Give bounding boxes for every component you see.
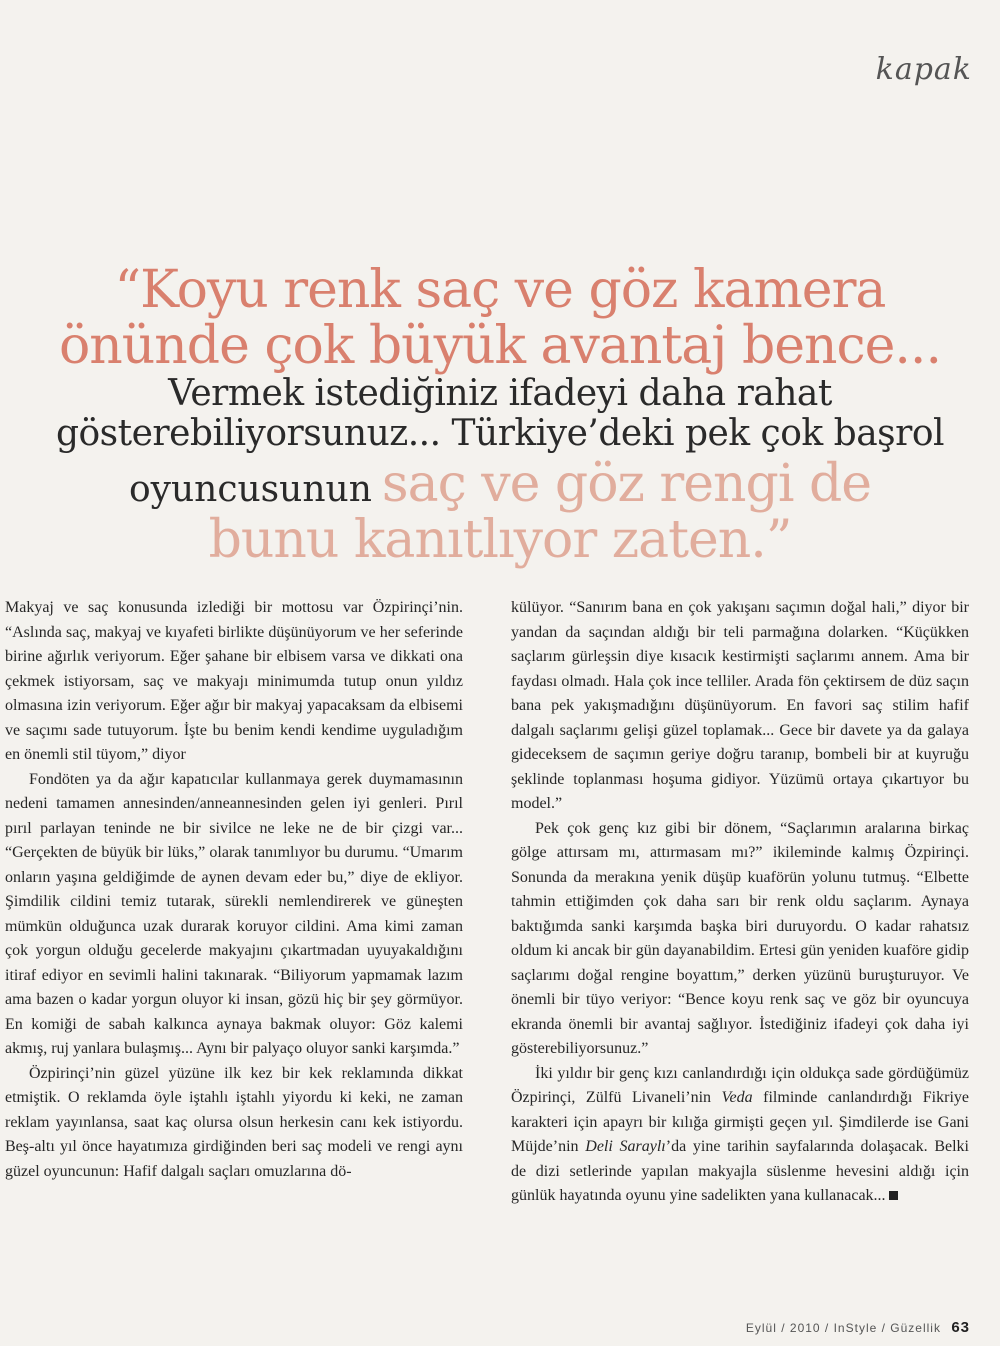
pull-quote-line-5-pink: saç ve göz rengi de <box>381 454 872 514</box>
end-mark-square-icon <box>889 1191 898 1200</box>
right-paragraph-3-part-a: İki yıldır bir genç kızı canlandırdığı için oldukça sade gördüğümüz Özpirinçi, Zülfü Livaneli’nin <box>511 1064 969 1106</box>
pull-quote-line-6: bunu kanıtlıyor zaten.” <box>208 510 792 570</box>
left-paragraph-2: Fondöten ya da ağır kapatıcılar kullanmaya gerek duymamasının nedeni tamamen annesinden/anneannesinden gelen iyi genleri. Pırıl pırıl parlayan teninde ne bir sivilce ne leke ne de bir çizgi var... “Gerçekten de büyük bir lüks,” olarak tanımlıyor bu durumu. “Umarım onların yaşına geldiğimde de aynen devam eder bu,” diye de ekliyor. Şimdilik cildini temiz tutarak, sürekli nemlendirerek ve güneşten mümkün olduğunca uzak durarak koruyor cildini. Ama kimi zaman çok yorgun olduğu gecelerde makyajını çıkartmadan uyuyakaldığını itiraf ediyor en sevimli halini takınarak. “Biliyorum yapmamak lazım ama bazen o kadar yorgun oluyor ki insan, gözü hiç bir şey görmüyor. En komiği de sabah kalkınca aynaya bakmak oluyor: Göz kalemi akmış, ruj yanlara bulaşmış... Aynı bir palyaço oluyor sanki karşımda.” <box>5 770 463 1057</box>
footer-text: Eylül / 2010 / InStyle / Güzellik <box>745 1321 941 1335</box>
right-paragraph-2: Pek çok genç kız gibi bir dönem, “Saçlarımın aralarına birkaç gölge attırsam mı, attırmasam mı?” ikileminde kalmış Özpirinçi. Sonunda da merakına yenik düşüp kuaförün yolunu tutmuş. “Elbette tahmin ettiğimden çok daha sarı bir renk oldu saçlarım. Aynaya baktığımda sanki karşımda başka biri duruyordu. O kadar rahatsız oldum ki ancak bir gün dayanabildim. Ertesi gün yeniden kuaföre gidip saçlarımı doğal rengine boyattım,” derken yüzünü buruşturuyor. Ve önemli bir tüyo veriyor: “Bence koyu renk saç ve göz bir oyuncuya ekranda önemli bir avantaj sağlıyor. İstediğiniz ifadeyi çok daha iyi gösterebiliyorsunuz.” <box>511 819 969 1057</box>
right-paragraph-3 <box>511 1062 969 1209</box>
right-paragraph-3-part-c: ’da yine tarihin sayfalarında dolaşacak. Belki de dizi setlerinde yapılan makyajla süslenme hevesini aldığı için günlük hayatında oyunu yine sadelikten yana kullanacak... <box>511 1138 969 1204</box>
pull-quote-line-3: Vermek istediğiniz ifadeyi daha rahat <box>168 373 832 414</box>
pull-quote-line-5 <box>0 454 1000 514</box>
right-column <box>511 596 969 1209</box>
pull-quote <box>0 260 1000 570</box>
right-paragraph-3-part-b: filminde canlandırdığı Fikriye karakteri için apayrı bir kılığa girmişti geçen yıl. Şimdilerde ise Gani Müjde’nin <box>511 1089 969 1155</box>
left-paragraph-3: Özpirinçi’nin güzel yüzüne ilk kez bir kek reklamında dikkat etmiştik. O reklamda öyle iştahlı iştahlı yiyordu ki keki, ne zaman reklam yayınlansa, saat kaç olursa olsun herkesin canı kek istiyordu. Beş-altı yıl önce hayatımıza girdiğinden beri saç modeli ve rengi aynı güzel oyuncunun: Hafif dalgalı saçları omuzlarına dö- <box>5 1064 463 1180</box>
film-title-veda: Veda <box>721 1089 753 1106</box>
page-footer <box>746 1319 970 1336</box>
left-paragraph-1: Makyaj ve saç konusunda izlediği bir mottosu var Özpirinçi’nin. “Aslında saç, makyaj ve kıyafeti birlikte düşünüyorum ve her seferinde birine ağırlık veriyorum. Eğer şahane bir elbisem varsa ve dikkati ona çekmek istiyorsam, saç ve makyajı minimumda tutup onun yıldız olmasına izin veriyorum. Eğer ağır bir makyaj yapacaksam da elbisemi ve saçımı sade tutuyorum. İşte bu benim kendi kendime uyguladığım en önemli stil tüyom,” diyor <box>5 599 463 763</box>
right-paragraph-1: külüyor. “Sanırım bana en çok yakışanı saçımın doğal hali,” diyor bir yandan da saçından aldığı bir teli parmağına dolarken. “Küçükken saçlarım gürleşsin diye kısacık kestirmişti saçlarımı annem. Ama bir faydası olmadı. Hala çok ince telliler. Arada fön çektirsem de düz saçın bana pek yakışmadığını düşünüyorum. En favori saç stilim hafif dalgalı saçlarımı gelişi güzel toplamak... Gece bir davete ya da galaya gideceksem de saçımın geriye doğru taranıp, bombeli bir at kuyruğu şeklinde toplanması hoşuma gidiyor. Yüzümü ortaya çıkartıyor bu model.” <box>511 599 969 812</box>
pull-quote-line-5-black: oyuncusunun <box>128 469 372 510</box>
series-title-deli-sarayli: Deli Saraylı <box>585 1138 666 1155</box>
pull-quote-line-4: gösterebiliyorsunuz... Türkiye’deki pek çok başrol <box>55 413 945 454</box>
section-tag: kapak <box>875 52 972 87</box>
left-column <box>5 596 463 1184</box>
pull-quote-line-1: “Koyu renk saç ve göz kamera <box>114 260 886 320</box>
page-number: 63 <box>951 1319 970 1336</box>
pull-quote-line-2: önünde çok büyük avantaj bence... <box>59 316 941 376</box>
